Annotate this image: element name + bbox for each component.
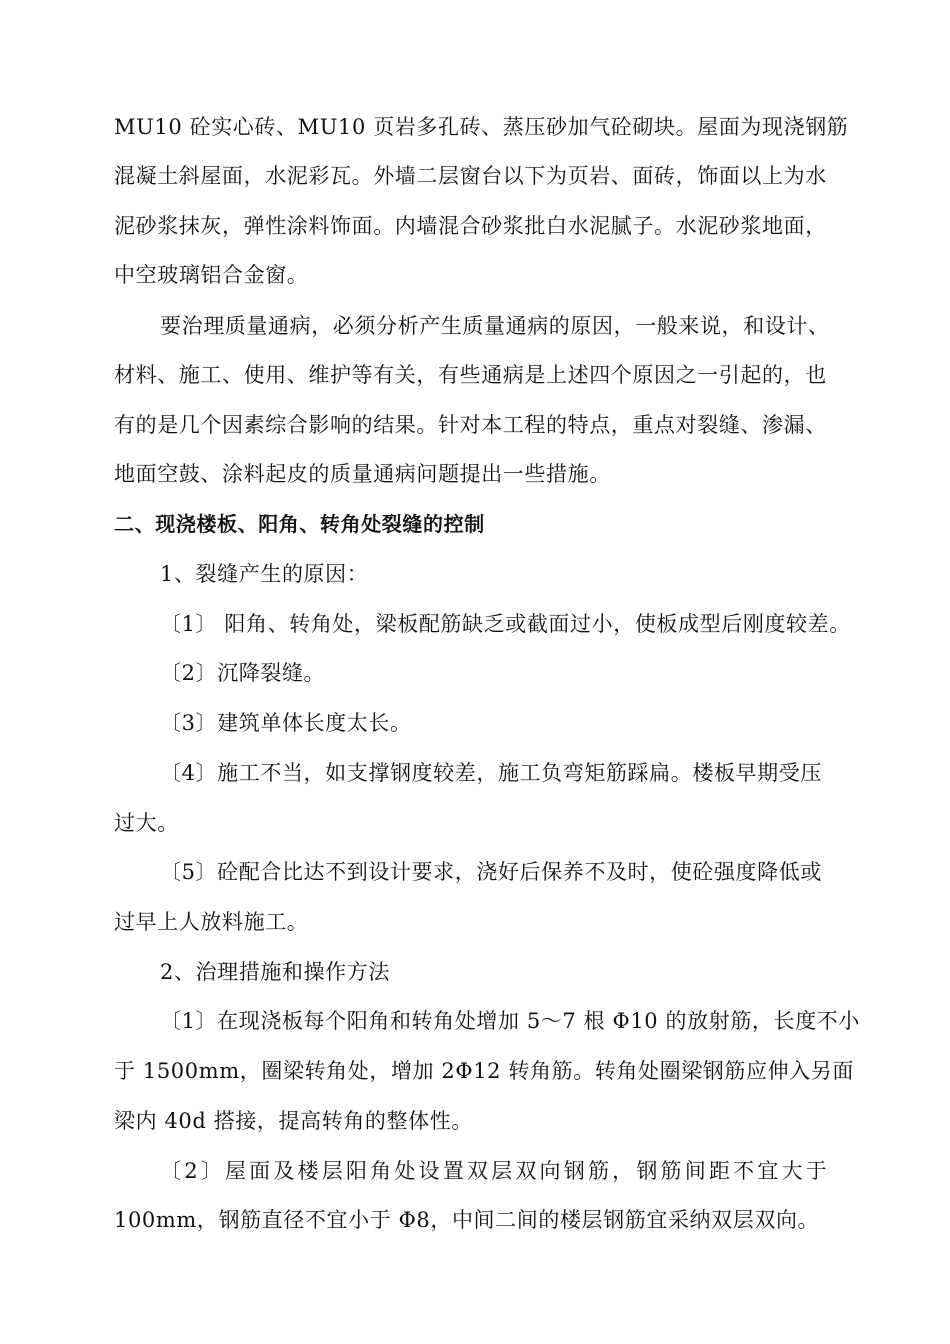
section-heading: 二、现浇楼板、阳角、转角处裂缝的控制 — [114, 512, 485, 536]
list-item-continuation: 于 1500mm，圈梁转角处，增加 2Φ12 转角筋。转角处圈梁钢筋应伸入另面 — [114, 1059, 854, 1083]
list-item-continuation: 100mm，钢筋直径不宜小于 Φ8，中间二间的楼层钢筋宜采纳双层双向。 — [114, 1208, 820, 1232]
paragraph-line: 地面空鼓、涂料起皮的质量通病问题提出一些措施。 — [114, 462, 611, 486]
paragraph-line: 要治理质量通病，必须分析产生质量通病的原因，一般来说，和设计、 — [160, 314, 830, 338]
list-item: 〔3〕建筑单体长度太长。 — [160, 711, 412, 735]
list-item-continuation: 梁内 40d 搭接，提高转角的整体性。 — [114, 1109, 473, 1133]
paragraph-line: 材料、施工、使用、维护等有关，有些通病是上述四个原因之一引起的，也 — [114, 363, 827, 387]
paragraph-line: 泥砂浆抹灰，弹性涂料饰面。内墙混合砂浆批白水泥腻子。水泥砂浆地面， — [114, 214, 827, 238]
list-item: 〔4〕施工不当，如支撑钢度较差，施工负弯矩筋踩扁。楼板早期受压 — [160, 761, 822, 785]
paragraph-line: 中空玻璃铝合金窗。 — [114, 263, 309, 287]
subsection-heading: 1、裂缝产生的原因： — [160, 562, 369, 586]
list-item: 〔5〕砼配合比达不到设计要求，浇好后保养不及时，使砼强度降低或 — [160, 860, 822, 884]
paragraph-line: 有的是几个因素综合影响的结果。针对本工程的特点，重点对裂缝、渗漏、 — [114, 413, 827, 437]
list-item: 〔2〕屋面及楼层阳角处设置双层双向钢筋，钢筋间距不宜大于 — [160, 1159, 830, 1183]
paragraph-line: 混凝土斜屋面，水泥彩瓦。外墙二层窗台以下为页岩、面砖，饰面以上为水 — [114, 164, 827, 188]
list-item: 〔1〕 阳角、转角处，梁板配筋缺乏或截面过小，使板成型后刚度较差。 — [160, 612, 851, 636]
paragraph-line: MU10 砼实心砖、MU10 页岩多孔砖、蒸压砂加气砼砌块。屋面为现浇钢筋 — [114, 115, 849, 139]
list-item: 〔1〕在现浇板每个阳角和转角处增加 5～7 根 Φ10 的放射筋，长度不小 — [160, 1009, 860, 1033]
list-item: 〔2〕沉降裂缝。 — [160, 661, 326, 685]
list-item-continuation: 过大。 — [114, 811, 179, 835]
subsection-heading: 2、治理措施和操作方法 — [160, 960, 390, 984]
list-item-continuation: 过早上人放料施工。 — [114, 910, 309, 934]
